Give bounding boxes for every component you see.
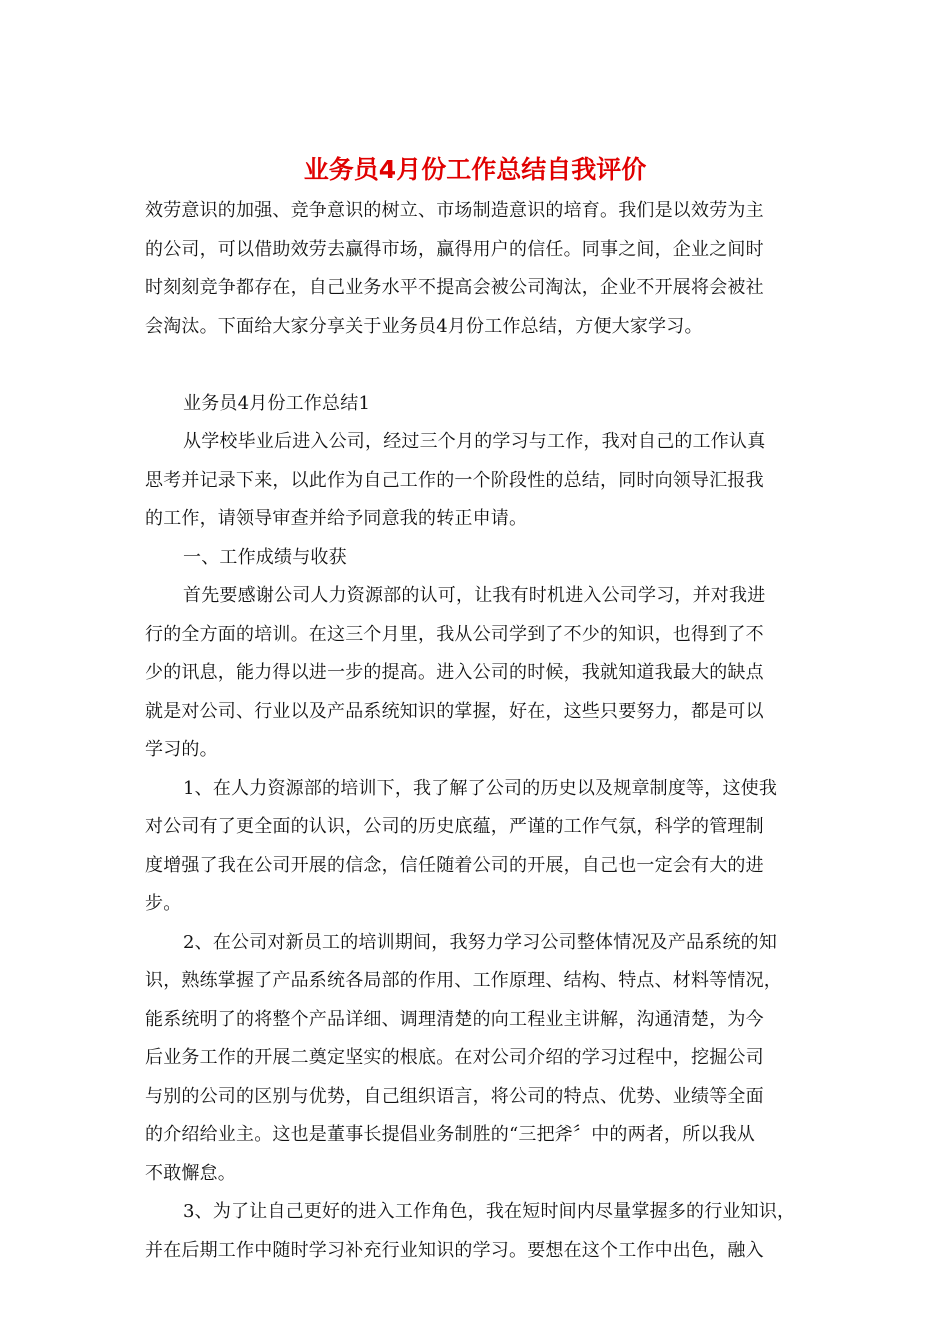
document-body (145, 192, 815, 1270)
paragraph-line: 对公司有了更全面的认识，公司的历史底蕴，严谨的工作气氛，科学的管理制 (145, 816, 764, 837)
paragraph-line: 会淘汰。下面给大家分享关于业务员4月份工作总结，方便大家学习。 (145, 315, 703, 337)
paragraph-line: 效劳意识的加强、竞争意识的树立、市场制造意识的培育。我们是以效劳为主 (145, 200, 764, 221)
blank-line (145, 346, 815, 385)
paragraph-line: 的公司，可以借助效劳去赢得市场，赢得用户的信任。同事之间，企业之间时 (145, 238, 764, 260)
paragraph-line: 度增强了我在公司开展的信念，信任随着公司的开展，自己也一定会有大的进 (145, 854, 764, 876)
paragraph-line: 并在后期工作中随时学习补充行业知识的学习。要想在这个工作中出色，融入 (145, 1239, 764, 1261)
paragraph-line: 与别的公司的区别与优势，自己组织语言，将公司的特点、优势、业绩等全面 (145, 1085, 764, 1107)
paragraph-line: 首先要感谢公司人力资源部的认可，让我有时机进入公司学习，并对我进 (183, 585, 766, 606)
paragraph-line: 不敢懈怠。 (145, 1162, 236, 1184)
paragraph-line: 思考并记录下来，以此作为自己工作的一个阶段性的总结，同时向领导汇报我 (145, 469, 764, 491)
document-title: 业务员4月份工作总结自我评价 (303, 155, 647, 184)
paragraph-line: 能系统明了的将整个产品详细、调理清楚的向工程业主讲解，沟通清楚，为今 (145, 1008, 764, 1030)
paragraph-line: 学习的。 (145, 739, 218, 760)
paragraph-line: 的工作，请领导审查并给予同意我的转正申请。 (145, 508, 528, 529)
paragraph-line: 2、在公司对新员工的培训期间，我努力学习公司整体情况及产品系统的知 (183, 931, 778, 953)
paragraph-line: 1、在人力资源部的培训下，我了解了公司的历史以及规章制度等，这使我 (183, 777, 778, 799)
paragraph-line: 从学校毕业后进入公司，经过三个月的学习与工作，我对自己的工作认真 (183, 431, 766, 452)
paragraph-line: 步。 (145, 893, 182, 914)
paragraph-line: 识，熟练掌握了产品系统各局部的作用、工作原理、结构、特点、材料等情况， (145, 970, 782, 991)
paragraph-line: 后业务工作的开展二奠定坚实的根底。在对公司介绍的学习过程中，挖掘公司 (145, 1047, 764, 1068)
subsection-heading: 一、工作成绩与收获 (183, 546, 347, 568)
paragraph-line: 行的全方面的培训。在这三个月里，我从公司学到了不少的知识，也得到了不 (145, 623, 764, 645)
paragraph-line: 就是对公司、行业以及产品系统知识的掌握，好在，这些只要努力，都是可以 (145, 700, 764, 722)
paragraph-line: 时刻刻竞争都存在，自己业务水平不提高会被公司淘汰，企业不开展将会被社 (145, 277, 764, 298)
section-heading: 业务员4月份工作总结1 (183, 392, 371, 414)
paragraph-line: 少的讯息，能力得以进一步的提高。进入公司的时候，我就知道我最大的缺点 (145, 662, 764, 683)
paragraph-line: 的介绍给业主。这也是董事长提倡业务制胜的“三把斧〞中的两者，所以我从 (145, 1124, 755, 1145)
paragraph-line: 3、为了让自己更好的进入工作角色，我在短时间内尽量掌握多的行业知识， (183, 1201, 796, 1222)
